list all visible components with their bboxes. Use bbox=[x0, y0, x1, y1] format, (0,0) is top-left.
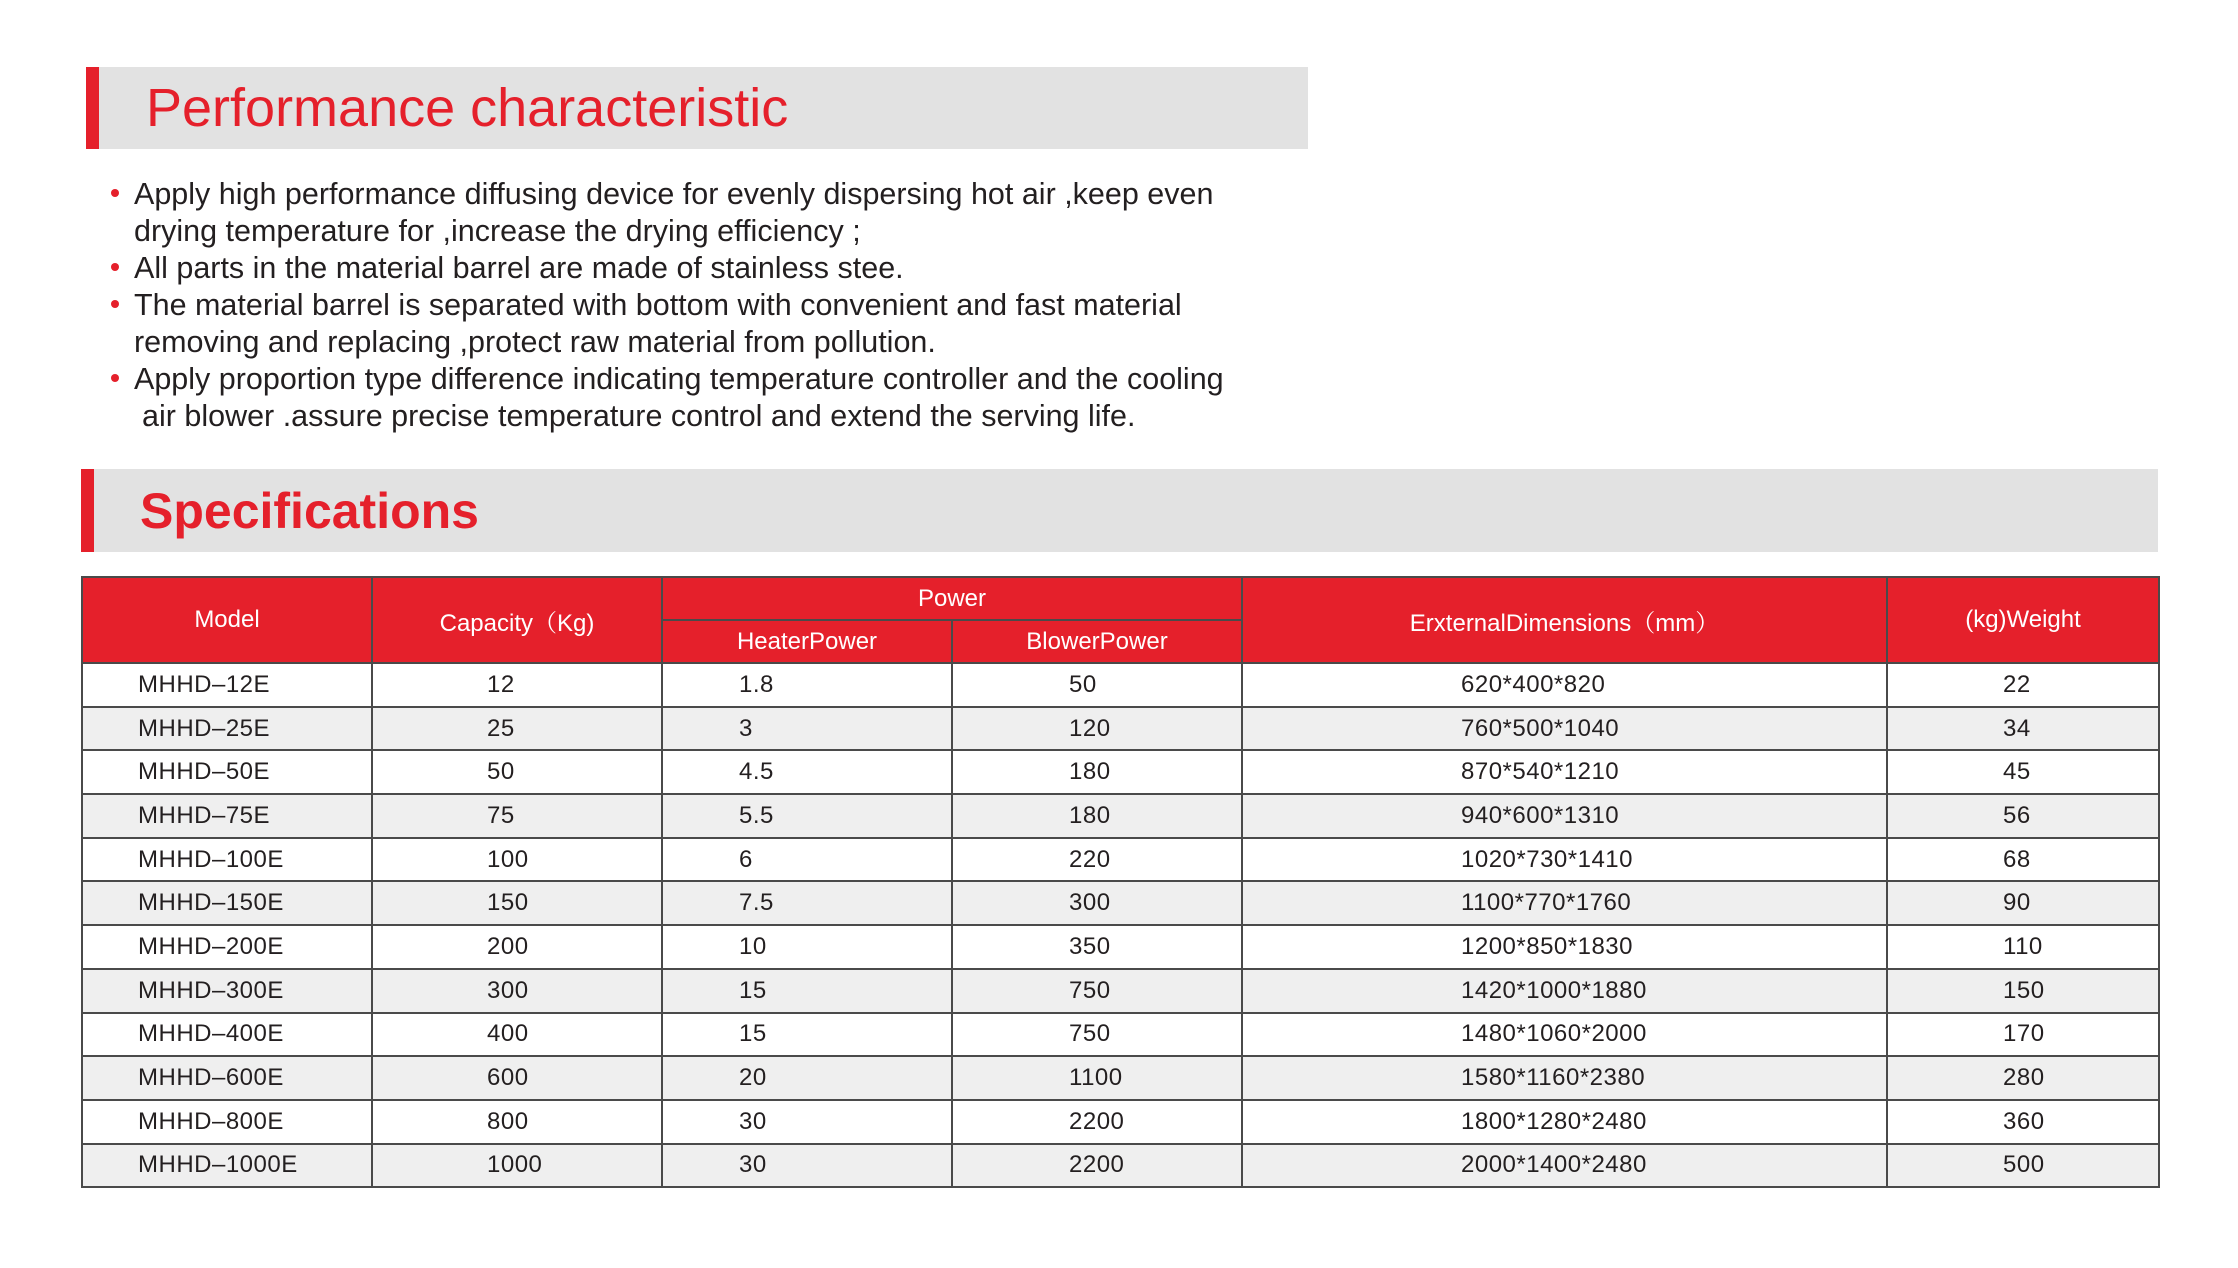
cell-weight: 56 bbox=[1887, 794, 2159, 838]
cell-model: MHHD–300E bbox=[82, 969, 372, 1013]
feature-text: Apply high performance diffusing device for evenly dispersing hot air ,keep even bbox=[134, 177, 1214, 211]
cell-heater-power: 7.5 bbox=[662, 881, 952, 925]
cell-heater-power: 15 bbox=[662, 1013, 952, 1057]
cell-heater-power: 3 bbox=[662, 707, 952, 751]
cell-heater-power: 5.5 bbox=[662, 794, 952, 838]
cell-model: MHHD–12E bbox=[82, 663, 372, 707]
cell-capacity: 100 bbox=[372, 838, 662, 882]
feature-text: Apply proportion type difference indicating temperature controller and the cooling bbox=[134, 362, 1224, 396]
cell-capacity: 800 bbox=[372, 1100, 662, 1144]
cell-model: MHHD–400E bbox=[82, 1013, 372, 1057]
cell-dimensions: 1100*770*1760 bbox=[1242, 881, 1887, 925]
feature-text: The material barrel is separated with bottom with convenient and fast material bbox=[134, 288, 1182, 322]
cell-dimensions: 940*600*1310 bbox=[1242, 794, 1887, 838]
table-row bbox=[82, 1144, 2159, 1188]
performance-accent-bar bbox=[86, 67, 99, 149]
feature-item bbox=[108, 287, 1328, 361]
cell-blower-power: 750 bbox=[952, 1013, 1242, 1057]
cell-dimensions: 1020*730*1410 bbox=[1242, 838, 1887, 882]
cell-heater-power: 15 bbox=[662, 969, 952, 1013]
cell-weight: 110 bbox=[1887, 925, 2159, 969]
table-row bbox=[82, 969, 2159, 1013]
cell-capacity: 600 bbox=[372, 1056, 662, 1100]
cell-blower-power: 180 bbox=[952, 794, 1242, 838]
table-row bbox=[82, 838, 2159, 882]
cell-blower-power: 1100 bbox=[952, 1056, 1242, 1100]
cell-dimensions: 1420*1000*1880 bbox=[1242, 969, 1887, 1013]
cell-weight: 22 bbox=[1887, 663, 2159, 707]
cell-model: MHHD–25E bbox=[82, 707, 372, 751]
cell-blower-power: 180 bbox=[952, 750, 1242, 794]
cell-weight: 150 bbox=[1887, 969, 2159, 1013]
cell-heater-power: 30 bbox=[662, 1100, 952, 1144]
specifications-table bbox=[81, 576, 2160, 1188]
cell-weight: 280 bbox=[1887, 1056, 2159, 1100]
cell-capacity: 400 bbox=[372, 1013, 662, 1057]
cell-model: MHHD–75E bbox=[82, 794, 372, 838]
table-row bbox=[82, 1013, 2159, 1057]
table-row bbox=[82, 794, 2159, 838]
performance-header bbox=[86, 67, 1308, 149]
cell-dimensions: 1200*850*1830 bbox=[1242, 925, 1887, 969]
feature-item bbox=[108, 176, 1328, 250]
cell-capacity: 12 bbox=[372, 663, 662, 707]
table-row bbox=[82, 663, 2159, 707]
cell-dimensions: 620*400*820 bbox=[1242, 663, 1887, 707]
cell-heater-power: 4.5 bbox=[662, 750, 952, 794]
cell-weight: 34 bbox=[1887, 707, 2159, 751]
cell-model: MHHD–150E bbox=[82, 881, 372, 925]
table-row bbox=[82, 1056, 2159, 1100]
header-dimensions: ErxternalDimensions（mm） bbox=[1242, 577, 1887, 663]
table-row bbox=[82, 925, 2159, 969]
cell-blower-power: 2200 bbox=[952, 1144, 1242, 1188]
cell-capacity: 75 bbox=[372, 794, 662, 838]
table-row bbox=[82, 750, 2159, 794]
cell-blower-power: 750 bbox=[952, 969, 1242, 1013]
header-heater-power: HeaterPower bbox=[662, 620, 952, 663]
feature-list bbox=[108, 176, 1328, 435]
cell-blower-power: 350 bbox=[952, 925, 1242, 969]
feature-item bbox=[108, 250, 1328, 287]
cell-capacity: 150 bbox=[372, 881, 662, 925]
cell-weight: 68 bbox=[1887, 838, 2159, 882]
cell-model: MHHD–800E bbox=[82, 1100, 372, 1144]
cell-heater-power: 30 bbox=[662, 1144, 952, 1188]
cell-capacity: 300 bbox=[372, 969, 662, 1013]
cell-capacity: 200 bbox=[372, 925, 662, 969]
cell-dimensions: 1480*1060*2000 bbox=[1242, 1013, 1887, 1057]
cell-weight: 45 bbox=[1887, 750, 2159, 794]
cell-dimensions: 760*500*1040 bbox=[1242, 707, 1887, 751]
specifications-header bbox=[81, 469, 2158, 552]
feature-text: All parts in the material barrel are made of stainless stee. bbox=[134, 251, 904, 285]
specifications-title: Specifications bbox=[140, 482, 479, 539]
feature-text-continued: air blower .assure precise temperature control and extend the serving life. bbox=[142, 399, 1136, 433]
cell-model: MHHD–50E bbox=[82, 750, 372, 794]
cell-blower-power: 50 bbox=[952, 663, 1242, 707]
cell-weight: 90 bbox=[1887, 881, 2159, 925]
cell-weight: 500 bbox=[1887, 1144, 2159, 1188]
cell-heater-power: 10 bbox=[662, 925, 952, 969]
header-blower-power: BlowerPower bbox=[952, 620, 1242, 663]
cell-capacity: 50 bbox=[372, 750, 662, 794]
table-row bbox=[82, 881, 2159, 925]
cell-dimensions: 1580*1160*2380 bbox=[1242, 1056, 1887, 1100]
performance-title: Performance characteristic bbox=[146, 78, 789, 138]
cell-blower-power: 220 bbox=[952, 838, 1242, 882]
cell-blower-power: 300 bbox=[952, 881, 1242, 925]
cell-weight: 360 bbox=[1887, 1100, 2159, 1144]
cell-heater-power: 20 bbox=[662, 1056, 952, 1100]
cell-blower-power: 2200 bbox=[952, 1100, 1242, 1144]
cell-model: MHHD–600E bbox=[82, 1056, 372, 1100]
cell-model: MHHD–100E bbox=[82, 838, 372, 882]
cell-weight: 170 bbox=[1887, 1013, 2159, 1057]
header-model: Model bbox=[82, 577, 372, 663]
header-capacity: Capacity（Kg) bbox=[372, 577, 662, 663]
cell-model: MHHD–1000E bbox=[82, 1144, 372, 1188]
feature-text-continued: drying temperature for ,increase the drying efficiency ; bbox=[134, 214, 861, 248]
cell-capacity: 1000 bbox=[372, 1144, 662, 1188]
cell-model: MHHD–200E bbox=[82, 925, 372, 969]
feature-text-continued: removing and replacing ,protect raw material from pollution. bbox=[134, 325, 936, 359]
feature-item bbox=[108, 361, 1328, 435]
cell-blower-power: 120 bbox=[952, 707, 1242, 751]
cell-dimensions: 1800*1280*2480 bbox=[1242, 1100, 1887, 1144]
cell-dimensions: 870*540*1210 bbox=[1242, 750, 1887, 794]
cell-heater-power: 1.8 bbox=[662, 663, 952, 707]
cell-capacity: 25 bbox=[372, 707, 662, 751]
table-row bbox=[82, 1100, 2159, 1144]
header-power: Power bbox=[662, 577, 1242, 620]
cell-heater-power: 6 bbox=[662, 838, 952, 882]
header-weight: (kg)Weight bbox=[1887, 577, 2159, 663]
table-row bbox=[82, 707, 2159, 751]
cell-dimensions: 2000*1400*2480 bbox=[1242, 1144, 1887, 1188]
specifications-accent-bar bbox=[81, 469, 94, 552]
